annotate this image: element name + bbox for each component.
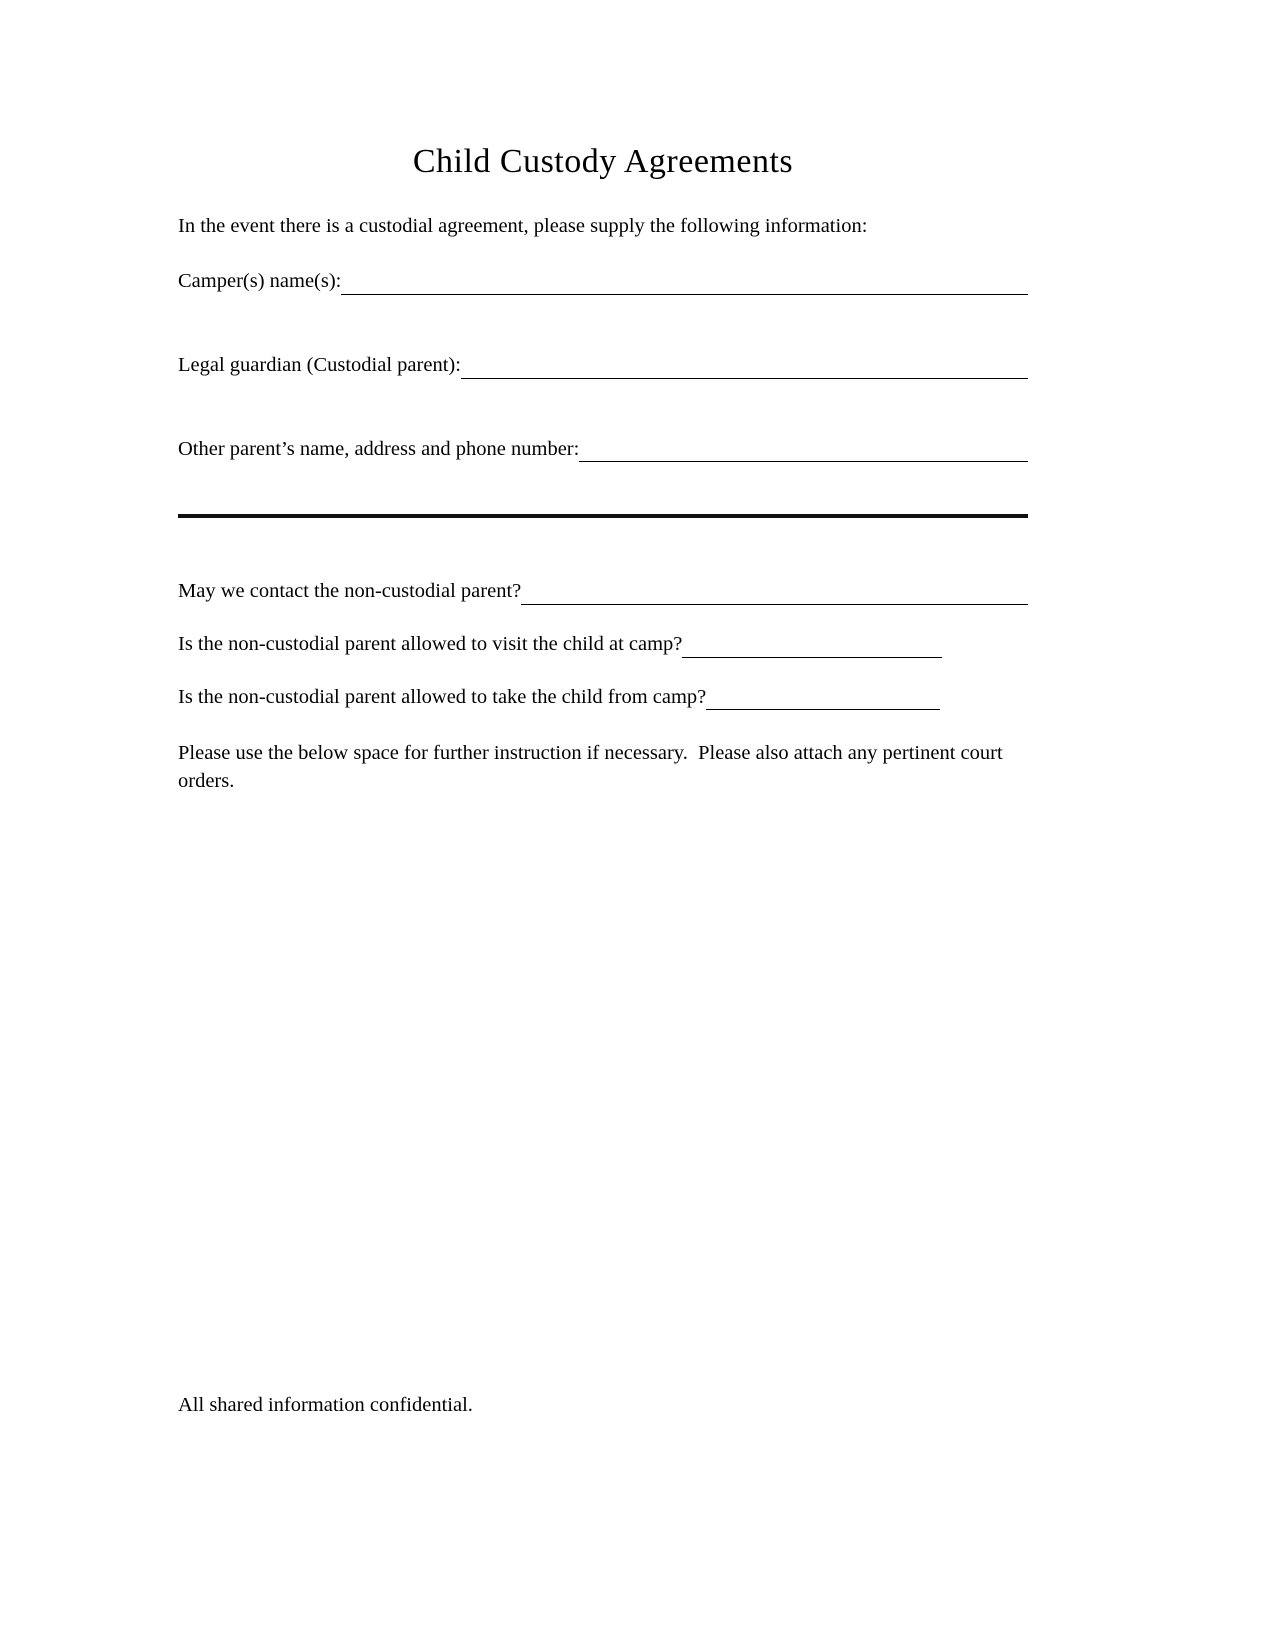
question-blank-line-contact-parent	[521, 580, 1028, 605]
field-label-other-parent: Other parent’s name, address and phone number:	[178, 437, 580, 460]
field-label-legal-guardian: Legal guardian (Custodial parent):	[178, 354, 461, 377]
question-row-contact-parent	[178, 578, 1028, 605]
question-row-visit-child	[178, 631, 1028, 658]
instructions-text: Please use the below space for further instruction if necessary. Please also attach any pertinent court orders.	[178, 742, 1008, 792]
field-row-other-parent	[178, 436, 1028, 463]
footer-text: All shared information confidential.	[178, 1394, 473, 1416]
field-blank-line-other-parent	[579, 437, 1028, 462]
question-label-take-child: Is the non-custodial parent allowed to take the child from camp?	[178, 685, 707, 708]
field-blank-line-campers-names	[341, 270, 1028, 295]
intro-text: In the event there is a custodial agreement, please supply the following information:	[178, 214, 868, 237]
section-divider	[178, 514, 1028, 518]
field-row-legal-guardian	[178, 352, 1028, 379]
question-label-contact-parent: May we contact the non-custodial parent?	[178, 580, 522, 603]
question-row-take-child	[178, 684, 1028, 711]
question-blank-line-take-child	[706, 685, 940, 710]
page-title: Child Custody Agreements	[412, 143, 794, 180]
question-label-visit-child: Is the non-custodial parent allowed to visit the child at camp?	[178, 633, 683, 655]
field-label-campers-names: Camper(s) name(s):	[178, 270, 342, 293]
question-blank-line-visit-child	[682, 633, 942, 658]
field-row-campers-names	[178, 268, 1028, 295]
field-blank-line-legal-guardian	[461, 354, 1028, 379]
